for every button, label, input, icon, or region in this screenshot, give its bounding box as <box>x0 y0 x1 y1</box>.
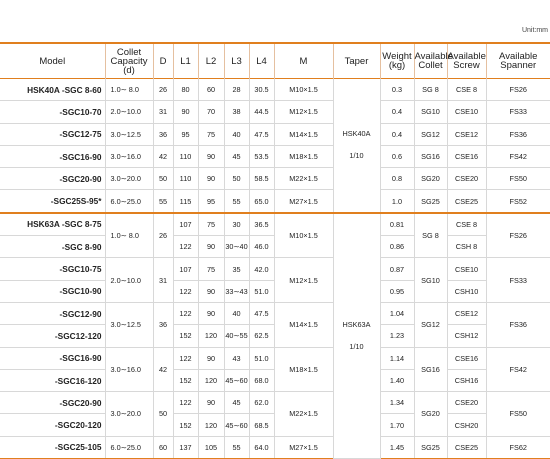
table-row <box>0 123 550 145</box>
m-cell: M27×1.5 <box>274 190 333 213</box>
spanner-cell: FS36 <box>486 302 550 347</box>
l4-cell: 53.5 <box>249 145 274 167</box>
weight-cell: 0.8 <box>380 168 414 190</box>
model-cell: -SGC25S-95* <box>0 190 105 213</box>
collet-cell: SG25 <box>414 190 447 213</box>
l2-cell: 105 <box>198 436 224 458</box>
l1-cell: 122 <box>173 236 198 258</box>
d-cell: 36 <box>153 123 173 145</box>
header-l1: L1 <box>173 43 198 79</box>
spanner-cell: FS33 <box>486 258 550 303</box>
l4-cell: 62.5 <box>249 325 274 347</box>
m-cell: M18×1.5 <box>274 145 333 167</box>
taper-name: HSK63A <box>342 319 371 329</box>
table-row <box>0 258 550 280</box>
weight-cell: 1.45 <box>380 436 414 458</box>
d-cell: 26 <box>153 213 173 258</box>
taper-size: 1/10 <box>349 341 364 351</box>
d-cell: 36 <box>153 302 173 347</box>
spanner-cell: FS50 <box>486 168 550 190</box>
collet-cell: SG 8 <box>414 79 447 101</box>
l1-cell: 152 <box>173 369 198 391</box>
taper-size: 1/10 <box>349 151 364 161</box>
header-available-collet: Available Collet <box>414 43 447 79</box>
weight-cell: 0.87 <box>380 258 414 280</box>
table-row <box>0 101 550 123</box>
l1-cell: 122 <box>173 302 198 324</box>
l1-cell: 122 <box>173 280 198 302</box>
l4-cell: 47.5 <box>249 123 274 145</box>
spanner-cell: FS36 <box>486 123 550 145</box>
l1-cell: 95 <box>173 123 198 145</box>
model-cell: -SGC12-75 <box>0 123 105 145</box>
l3-cell: 30∼40 <box>224 236 249 258</box>
l2-cell: 120 <box>198 414 224 436</box>
l1-cell: 152 <box>173 414 198 436</box>
weight-cell: 1.34 <box>380 392 414 414</box>
weight-cell: 0.4 <box>380 101 414 123</box>
d-cell: 31 <box>153 101 173 123</box>
table-row <box>0 190 550 213</box>
l3-cell: 55 <box>224 436 249 458</box>
l2-cell: 90 <box>198 302 224 324</box>
l2-cell: 90 <box>198 236 224 258</box>
l3-cell: 30 <box>224 213 249 236</box>
model-cell: HSK63A -SGC 8-75 <box>0 213 105 236</box>
l2-cell: 95 <box>198 190 224 213</box>
l2-cell: 90 <box>198 145 224 167</box>
screw-cell: CSH 8 <box>447 236 486 258</box>
l3-cell: 55 <box>224 190 249 213</box>
l3-cell: 33∼43 <box>224 280 249 302</box>
weight-cell: 1.04 <box>380 302 414 324</box>
l4-cell: 68.5 <box>249 414 274 436</box>
l1-cell: 90 <box>173 101 198 123</box>
screw-cell: CSE 8 <box>447 213 486 236</box>
model-cell: -SGC20-120 <box>0 414 105 436</box>
d-cell: 60 <box>153 436 173 458</box>
m-cell: M12×1.5 <box>274 258 333 303</box>
weight-cell: 1.14 <box>380 347 414 369</box>
screw-cell: CSE12 <box>447 302 486 324</box>
model-cell: -SGC20-90 <box>0 392 105 414</box>
l3-cell: 45 <box>224 392 249 414</box>
l2-cell: 90 <box>198 392 224 414</box>
table-row <box>0 436 550 458</box>
l2-cell: 90 <box>198 347 224 369</box>
l1-cell: 137 <box>173 436 198 458</box>
model-cell: -SGC16-90 <box>0 145 105 167</box>
m-cell: M12×1.5 <box>274 101 333 123</box>
model-cell: -SGC10-75 <box>0 258 105 280</box>
collet-cell: SG 8 <box>414 213 447 258</box>
screw-cell: CSE20 <box>447 392 486 414</box>
weight-cell: 1.40 <box>380 369 414 391</box>
capacity-cell: 2.0∼10.0 <box>105 258 153 303</box>
model-cell: -SGC12-120 <box>0 325 105 347</box>
l3-cell: 50 <box>224 168 249 190</box>
table-row <box>0 347 550 369</box>
l3-cell: 40 <box>224 123 249 145</box>
d-cell: 50 <box>153 168 173 190</box>
l1-cell: 110 <box>173 168 198 190</box>
l4-cell: 51.0 <box>249 347 274 369</box>
screw-cell: CSH16 <box>447 369 486 391</box>
l4-cell: 44.5 <box>249 101 274 123</box>
collet-cell: SG16 <box>414 145 447 167</box>
l2-cell: 75 <box>198 213 224 236</box>
d-cell: 50 <box>153 392 173 437</box>
capacity-cell: 1.0∼ 8.0 <box>105 79 153 101</box>
screw-cell: CSE20 <box>447 168 486 190</box>
l3-cell: 43 <box>224 347 249 369</box>
header-row <box>0 43 550 79</box>
header-weight: Weight (kg) <box>380 43 414 79</box>
l4-cell: 42.0 <box>249 258 274 280</box>
weight-cell: 0.95 <box>380 280 414 302</box>
l4-cell: 64.0 <box>249 436 274 458</box>
table-row <box>0 145 550 167</box>
collet-cell: SG10 <box>414 258 447 303</box>
l2-cell: 75 <box>198 123 224 145</box>
m-cell: M10×1.5 <box>274 79 333 101</box>
model-cell: -SGC16-120 <box>0 369 105 391</box>
screw-cell: CSH12 <box>447 325 486 347</box>
d-cell: 26 <box>153 79 173 101</box>
screw-cell: CSE10 <box>447 258 486 280</box>
screw-cell: CSE16 <box>447 145 486 167</box>
d-cell: 42 <box>153 347 173 392</box>
collet-cell: SG12 <box>414 123 447 145</box>
l4-cell: 47.5 <box>249 302 274 324</box>
spanner-cell: FS42 <box>486 347 550 392</box>
header-collet-capacity: Collet Capacity (d) <box>105 43 153 79</box>
weight-cell: 0.86 <box>380 236 414 258</box>
table-row <box>0 302 550 324</box>
m-cell: M27×1.5 <box>274 436 333 458</box>
l3-cell: 45∼60 <box>224 414 249 436</box>
l1-cell: 122 <box>173 392 198 414</box>
l3-cell: 38 <box>224 101 249 123</box>
screw-cell: CSE25 <box>447 436 486 458</box>
taper-name: HSK40A <box>342 129 371 139</box>
m-cell: M22×1.5 <box>274 168 333 190</box>
header-available-spanner: Available Spanner <box>486 43 550 79</box>
weight-cell: 0.6 <box>380 145 414 167</box>
table-row <box>0 213 550 236</box>
l1-cell: 122 <box>173 347 198 369</box>
l4-cell: 30.5 <box>249 79 274 101</box>
spec-table <box>0 42 550 459</box>
spanner-cell: FS52 <box>486 190 550 213</box>
header-l2: L2 <box>198 43 224 79</box>
m-cell: M18×1.5 <box>274 347 333 392</box>
l3-cell: 35 <box>224 258 249 280</box>
header-l4: L4 <box>249 43 274 79</box>
taper-cell <box>333 213 380 459</box>
spanner-cell: FS42 <box>486 145 550 167</box>
header-taper: Taper <box>333 43 380 79</box>
screw-cell: CSE12 <box>447 123 486 145</box>
l2-cell: 75 <box>198 258 224 280</box>
table-row <box>0 79 550 101</box>
m-cell: M14×1.5 <box>274 123 333 145</box>
spanner-cell: FS62 <box>486 436 550 458</box>
d-cell: 42 <box>153 145 173 167</box>
l1-cell: 107 <box>173 213 198 236</box>
capacity-cell: 3.0∼20.0 <box>105 168 153 190</box>
screw-cell: CSE16 <box>447 347 486 369</box>
capacity-cell: 3.0∼20.0 <box>105 392 153 437</box>
l4-cell: 36.5 <box>249 213 274 236</box>
screw-cell: CSE25 <box>447 190 486 213</box>
l1-cell: 80 <box>173 79 198 101</box>
weight-cell: 1.23 <box>380 325 414 347</box>
l2-cell: 60 <box>198 79 224 101</box>
l2-cell: 120 <box>198 325 224 347</box>
capacity-cell: 3.0∼12.5 <box>105 123 153 145</box>
model-cell: -SGC16-90 <box>0 347 105 369</box>
screw-cell: CSH10 <box>447 280 486 302</box>
d-cell: 31 <box>153 258 173 303</box>
l4-cell: 58.5 <box>249 168 274 190</box>
spanner-cell: FS33 <box>486 101 550 123</box>
l1-cell: 152 <box>173 325 198 347</box>
model-cell: -SGC10-70 <box>0 101 105 123</box>
table-row <box>0 168 550 190</box>
l2-cell: 90 <box>198 280 224 302</box>
l4-cell: 62.0 <box>249 392 274 414</box>
l4-cell: 65.0 <box>249 190 274 213</box>
header-available-screw: Available Screw <box>447 43 486 79</box>
unit-label: Unit:mm <box>521 27 548 34</box>
model-cell: -SGC20-90 <box>0 168 105 190</box>
collet-cell: SG10 <box>414 101 447 123</box>
spanner-cell: FS50 <box>486 392 550 437</box>
collet-cell: SG25 <box>414 436 447 458</box>
screw-cell: CSH20 <box>447 414 486 436</box>
capacity-cell: 1.0∼ 8.0 <box>105 213 153 258</box>
l2-cell: 70 <box>198 101 224 123</box>
model-cell: -SGC12-90 <box>0 302 105 324</box>
l1-cell: 107 <box>173 258 198 280</box>
d-cell: 55 <box>153 190 173 213</box>
m-cell: M22×1.5 <box>274 392 333 437</box>
l4-cell: 46.0 <box>249 236 274 258</box>
collet-cell: SG20 <box>414 392 447 437</box>
l3-cell: 40 <box>224 302 249 324</box>
weight-cell: 0.3 <box>380 79 414 101</box>
screw-cell: CSE10 <box>447 101 486 123</box>
header-m: M <box>274 43 333 79</box>
model-cell: HSK40A -SGC 8-60 <box>0 79 105 101</box>
capacity-cell: 3.0∼16.0 <box>105 145 153 167</box>
model-cell: -SGC 8-90 <box>0 236 105 258</box>
model-cell: -SGC25-105 <box>0 436 105 458</box>
l1-cell: 110 <box>173 145 198 167</box>
l3-cell: 28 <box>224 79 249 101</box>
m-cell: M10×1.5 <box>274 213 333 258</box>
collet-cell: SG12 <box>414 302 447 347</box>
collet-cell: SG20 <box>414 168 447 190</box>
header-l3: L3 <box>224 43 249 79</box>
l4-cell: 51.0 <box>249 280 274 302</box>
l3-cell: 45 <box>224 145 249 167</box>
header-d: D <box>153 43 173 79</box>
l2-cell: 120 <box>198 369 224 391</box>
screw-cell: CSE 8 <box>447 79 486 101</box>
weight-cell: 1.0 <box>380 190 414 213</box>
spanner-cell: FS26 <box>486 79 550 101</box>
capacity-cell: 3.0∼16.0 <box>105 347 153 392</box>
table-row <box>0 392 550 414</box>
l1-cell: 115 <box>173 190 198 213</box>
l4-cell: 68.0 <box>249 369 274 391</box>
weight-cell: 0.4 <box>380 123 414 145</box>
capacity-cell: 3.0∼12.5 <box>105 302 153 347</box>
m-cell: M14×1.5 <box>274 302 333 347</box>
taper-cell <box>333 79 380 213</box>
collet-cell: SG16 <box>414 347 447 392</box>
header-model: Model <box>39 55 66 67</box>
capacity-cell: 6.0∼25.0 <box>105 436 153 458</box>
weight-cell: 1.70 <box>380 414 414 436</box>
l3-cell: 40∼55 <box>224 325 249 347</box>
capacity-cell: 6.0∼25.0 <box>105 190 153 213</box>
weight-cell: 0.81 <box>380 213 414 236</box>
l2-cell: 90 <box>198 168 224 190</box>
l3-cell: 45∼60 <box>224 369 249 391</box>
model-cell: -SGC10-90 <box>0 280 105 302</box>
spanner-cell: FS26 <box>486 213 550 258</box>
capacity-cell: 2.0∼10.0 <box>105 101 153 123</box>
